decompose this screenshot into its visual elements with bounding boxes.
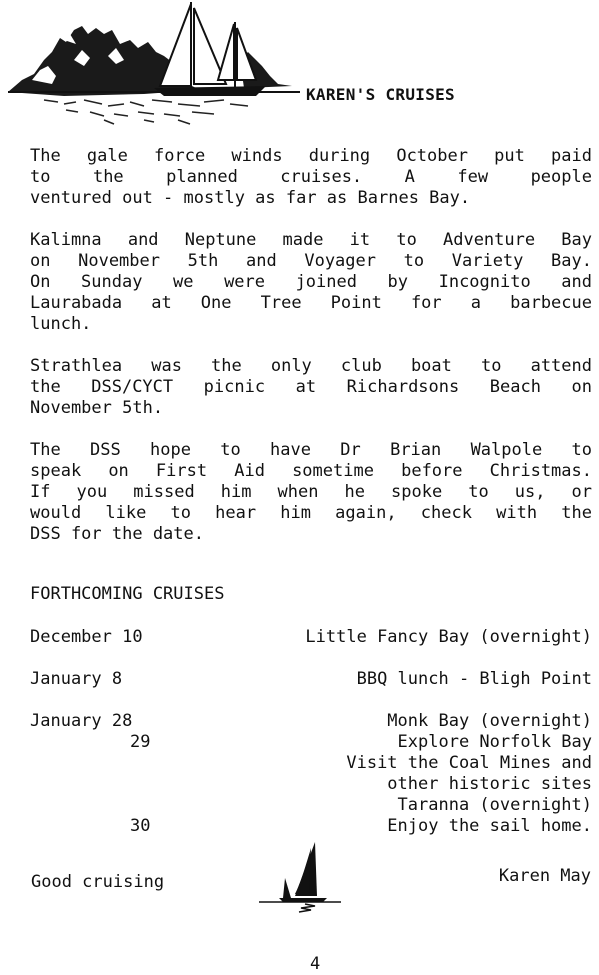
paragraph-line: on November 5th and Voyager to Variety Bay.	[30, 251, 592, 271]
schedule-date: December 10	[30, 627, 143, 647]
schedule-activity: Little Fancy Bay (overnight)	[305, 627, 592, 647]
schedule-activity: other historic sites	[387, 774, 592, 794]
paragraph-line: The DSS hope to have Dr Brian Walpole to	[30, 440, 592, 460]
paragraph-line: speak on First Aid sometime before Christmas.	[30, 461, 592, 481]
signoff-author: Karen May	[498, 866, 591, 886]
paragraph-line: If you missed him when he spoke to us, or	[30, 482, 592, 502]
schedule-date: January 28	[30, 711, 133, 731]
page-title: KAREN'S CRUISES	[306, 85, 455, 104]
schedule-date: 30	[130, 816, 151, 836]
paragraph-line: ventured out - mostly as far as Barnes Bay.	[30, 188, 471, 208]
paragraph-line: On Sunday we were joined by Incognito and	[30, 272, 592, 292]
schedule-activity: Explore Norfolk Bay	[397, 732, 592, 752]
paragraph-line: November 5th.	[30, 398, 164, 418]
forthcoming-heading: FORTHCOMING CRUISES	[30, 584, 225, 604]
schedule-date: January 8	[30, 669, 123, 689]
paragraph-first-aid	[30, 440, 592, 545]
schedule-activity: Enjoy the sail home.	[387, 816, 592, 836]
schedule-activity: BBQ lunch - Bligh Point	[356, 669, 592, 689]
page-number: 4	[310, 954, 321, 974]
paragraph-adventure-bay	[30, 230, 592, 335]
paragraph-line: to the planned cruises. A few people	[30, 167, 592, 187]
paragraph-line: lunch.	[30, 314, 92, 334]
paragraph-strathlea	[30, 356, 592, 419]
sailboat-mountains-illustration	[4, 0, 304, 130]
paragraph-line: would like to hear him again, check with the	[30, 503, 592, 523]
paragraph-line: the DSS/CYCT picnic at Richardsons Beach on	[30, 377, 592, 397]
paragraph-line: Kalimna and Neptune made it to Adventure Bay	[30, 230, 592, 250]
paragraph-line: DSS for the date.	[30, 524, 204, 544]
schedule-activity: Visit the Coal Mines and	[346, 753, 592, 773]
signoff-greeting: Good cruising	[31, 872, 165, 892]
schedule-date: 29	[130, 732, 151, 752]
schedule-activity: Taranna (overnight)	[397, 795, 592, 815]
paragraph-line: Laurabada at One Tree Point for a barbecue	[30, 293, 592, 313]
schedule-activity: Monk Bay (overnight)	[387, 711, 592, 731]
paragraph-gale-winds	[30, 146, 592, 209]
paragraph-line: Strathlea was the only club boat to attend	[30, 356, 592, 376]
paragraph-line: The gale force winds during October put paid	[30, 146, 592, 166]
small-sailboat-icon	[255, 838, 345, 918]
